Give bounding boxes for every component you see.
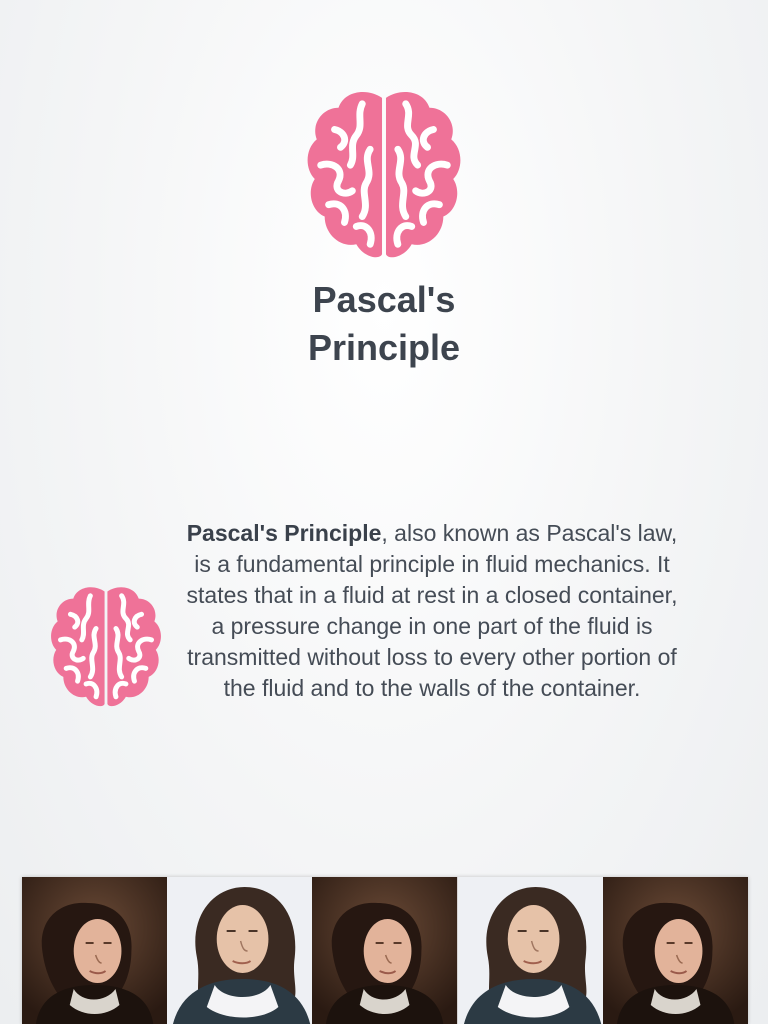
title-line-2: Principle [307, 327, 461, 368]
brain-icon [302, 86, 466, 264]
portrait-strip [22, 877, 748, 1024]
portrait-image [22, 877, 167, 1024]
portrait-image [167, 877, 312, 1024]
brain-icon [48, 583, 164, 711]
title-line-1: Pascal's [312, 279, 456, 320]
portrait-image [312, 877, 457, 1024]
description-term: Pascal's Principle [186, 520, 382, 546]
portrait-image [458, 877, 603, 1024]
portrait-image [603, 877, 748, 1024]
description-text: , also known as Pascal's law, is a fundamental principle in fluid mechanics. It states that in a fluid at rest in a closed container, a pressure change in one part of the fluid is transmitted without loss to every other portion of the fluid and to the walls of the container. [186, 520, 678, 701]
description-paragraph [178, 518, 686, 704]
page-title [0, 276, 768, 372]
